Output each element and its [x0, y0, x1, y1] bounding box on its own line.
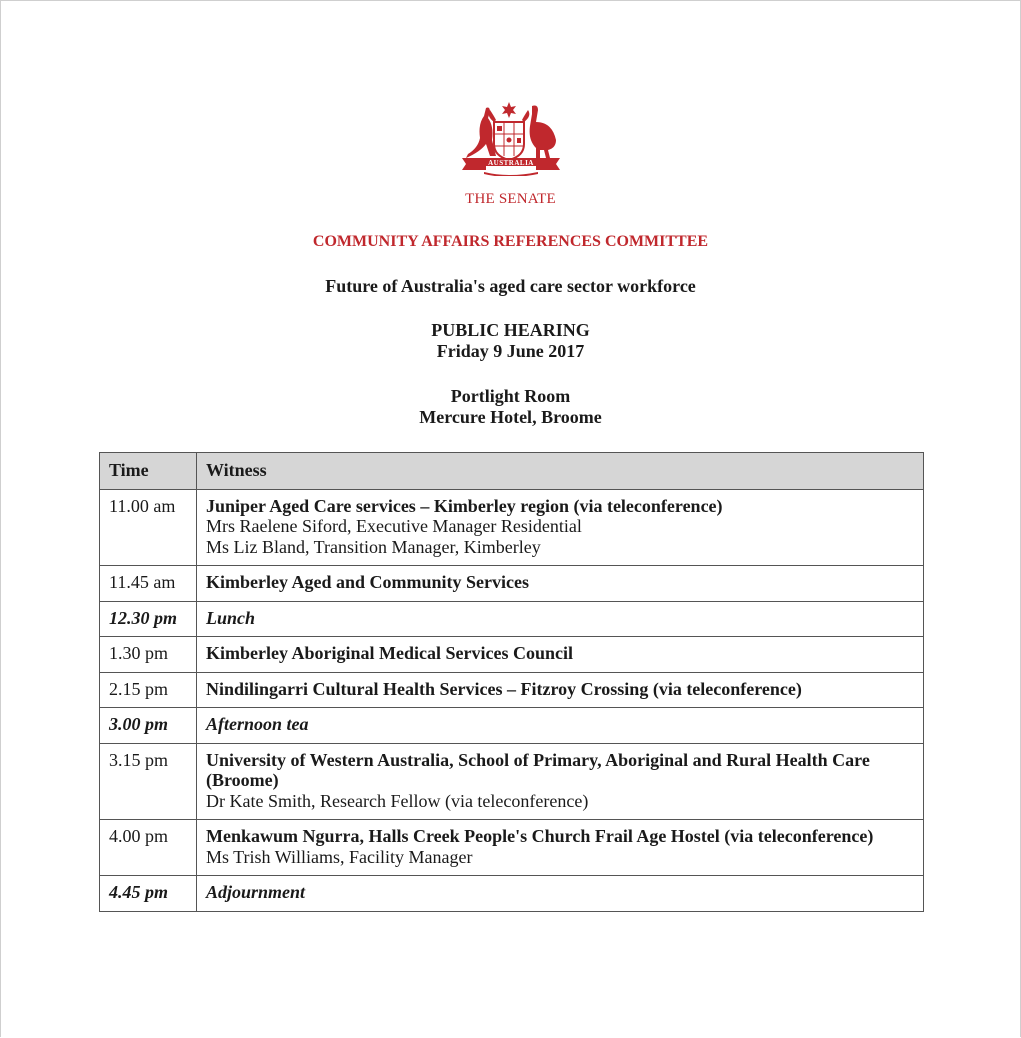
schedule-table [99, 452, 924, 912]
row-time: 12.30 pm [100, 601, 197, 637]
table-row [100, 820, 924, 876]
witness-person: Ms Trish Williams, Facility Manager [206, 846, 473, 867]
table-row-break [100, 876, 924, 912]
chamber-name: THE SENATE [465, 191, 556, 207]
row-time: 2.15 pm [100, 672, 197, 708]
witness-organisation: Juniper Aged Care services – Kimberley region (via teleconference) [206, 495, 723, 516]
table-row [100, 489, 924, 566]
witness-organisation: Menkawum Ngurra, Halls Creek People's Church Frail Age Hostel (via teleconference) [206, 826, 874, 846]
hearing-type: PUBLIC HEARING [431, 320, 590, 340]
venue-name: Mercure Hotel, Broome [419, 407, 602, 427]
row-witness [197, 820, 924, 876]
row-time: 1.30 pm [100, 637, 197, 673]
witness-person: Dr Kate Smith, Research Fellow (via teleconference) [206, 790, 589, 811]
row-break-label: Lunch [197, 601, 924, 637]
witness-organisation: Kimberley Aged and Community Services [206, 572, 529, 592]
venue-room: Portlight Room [450, 386, 571, 406]
table-row [100, 637, 924, 673]
table-row-break [100, 708, 924, 744]
row-time: 4.00 pm [100, 820, 197, 876]
row-witness [197, 566, 924, 602]
table-row [100, 672, 924, 708]
venue-block [0, 386, 1021, 428]
table-header-row [100, 453, 924, 490]
table-row [100, 743, 924, 820]
row-witness [197, 489, 924, 566]
witness-column-header: Witness [197, 453, 924, 490]
witness-organisation: Kimberley Aboriginal Medical Services Council [206, 643, 573, 663]
coat-of-arms-icon [456, 100, 568, 176]
row-time: 11.45 am [100, 566, 197, 602]
row-time: 3.15 pm [100, 743, 197, 820]
row-time: 3.00 pm [100, 708, 197, 744]
inquiry-title: Future of Australia's aged care sector workforce [325, 276, 696, 296]
witness-organisation: Nindilingarri Cultural Health Services – Fitzroy Crossing (via teleconference) [206, 678, 802, 699]
row-break-label: Afternoon tea [197, 708, 924, 744]
witness-person: Ms Liz Bland, Transition Manager, Kimberley [206, 536, 541, 557]
row-time: 4.45 pm [100, 876, 197, 912]
committee-name: COMMUNITY AFFAIRS REFERENCES COMMITTEE [312, 233, 709, 250]
crest-text: AUSTRALIA [488, 159, 534, 167]
hearing-date: Friday 9 June 2017 [436, 341, 585, 361]
witness-person: Mrs Raelene Siford, Executive Manager Residential [206, 516, 582, 536]
row-break-label: Adjournment [197, 876, 924, 912]
time-column-header: Time [100, 453, 197, 490]
witness-organisation: University of Western Australia, School of Primary, Aboriginal and Rural Health Care (Broome) [206, 749, 870, 790]
table-row-break [100, 601, 924, 637]
table-row [100, 566, 924, 602]
row-witness [197, 672, 924, 708]
row-time: 11.00 am [100, 489, 197, 566]
row-witness [197, 743, 924, 820]
hearing-block [0, 320, 1021, 362]
row-witness [197, 637, 924, 673]
